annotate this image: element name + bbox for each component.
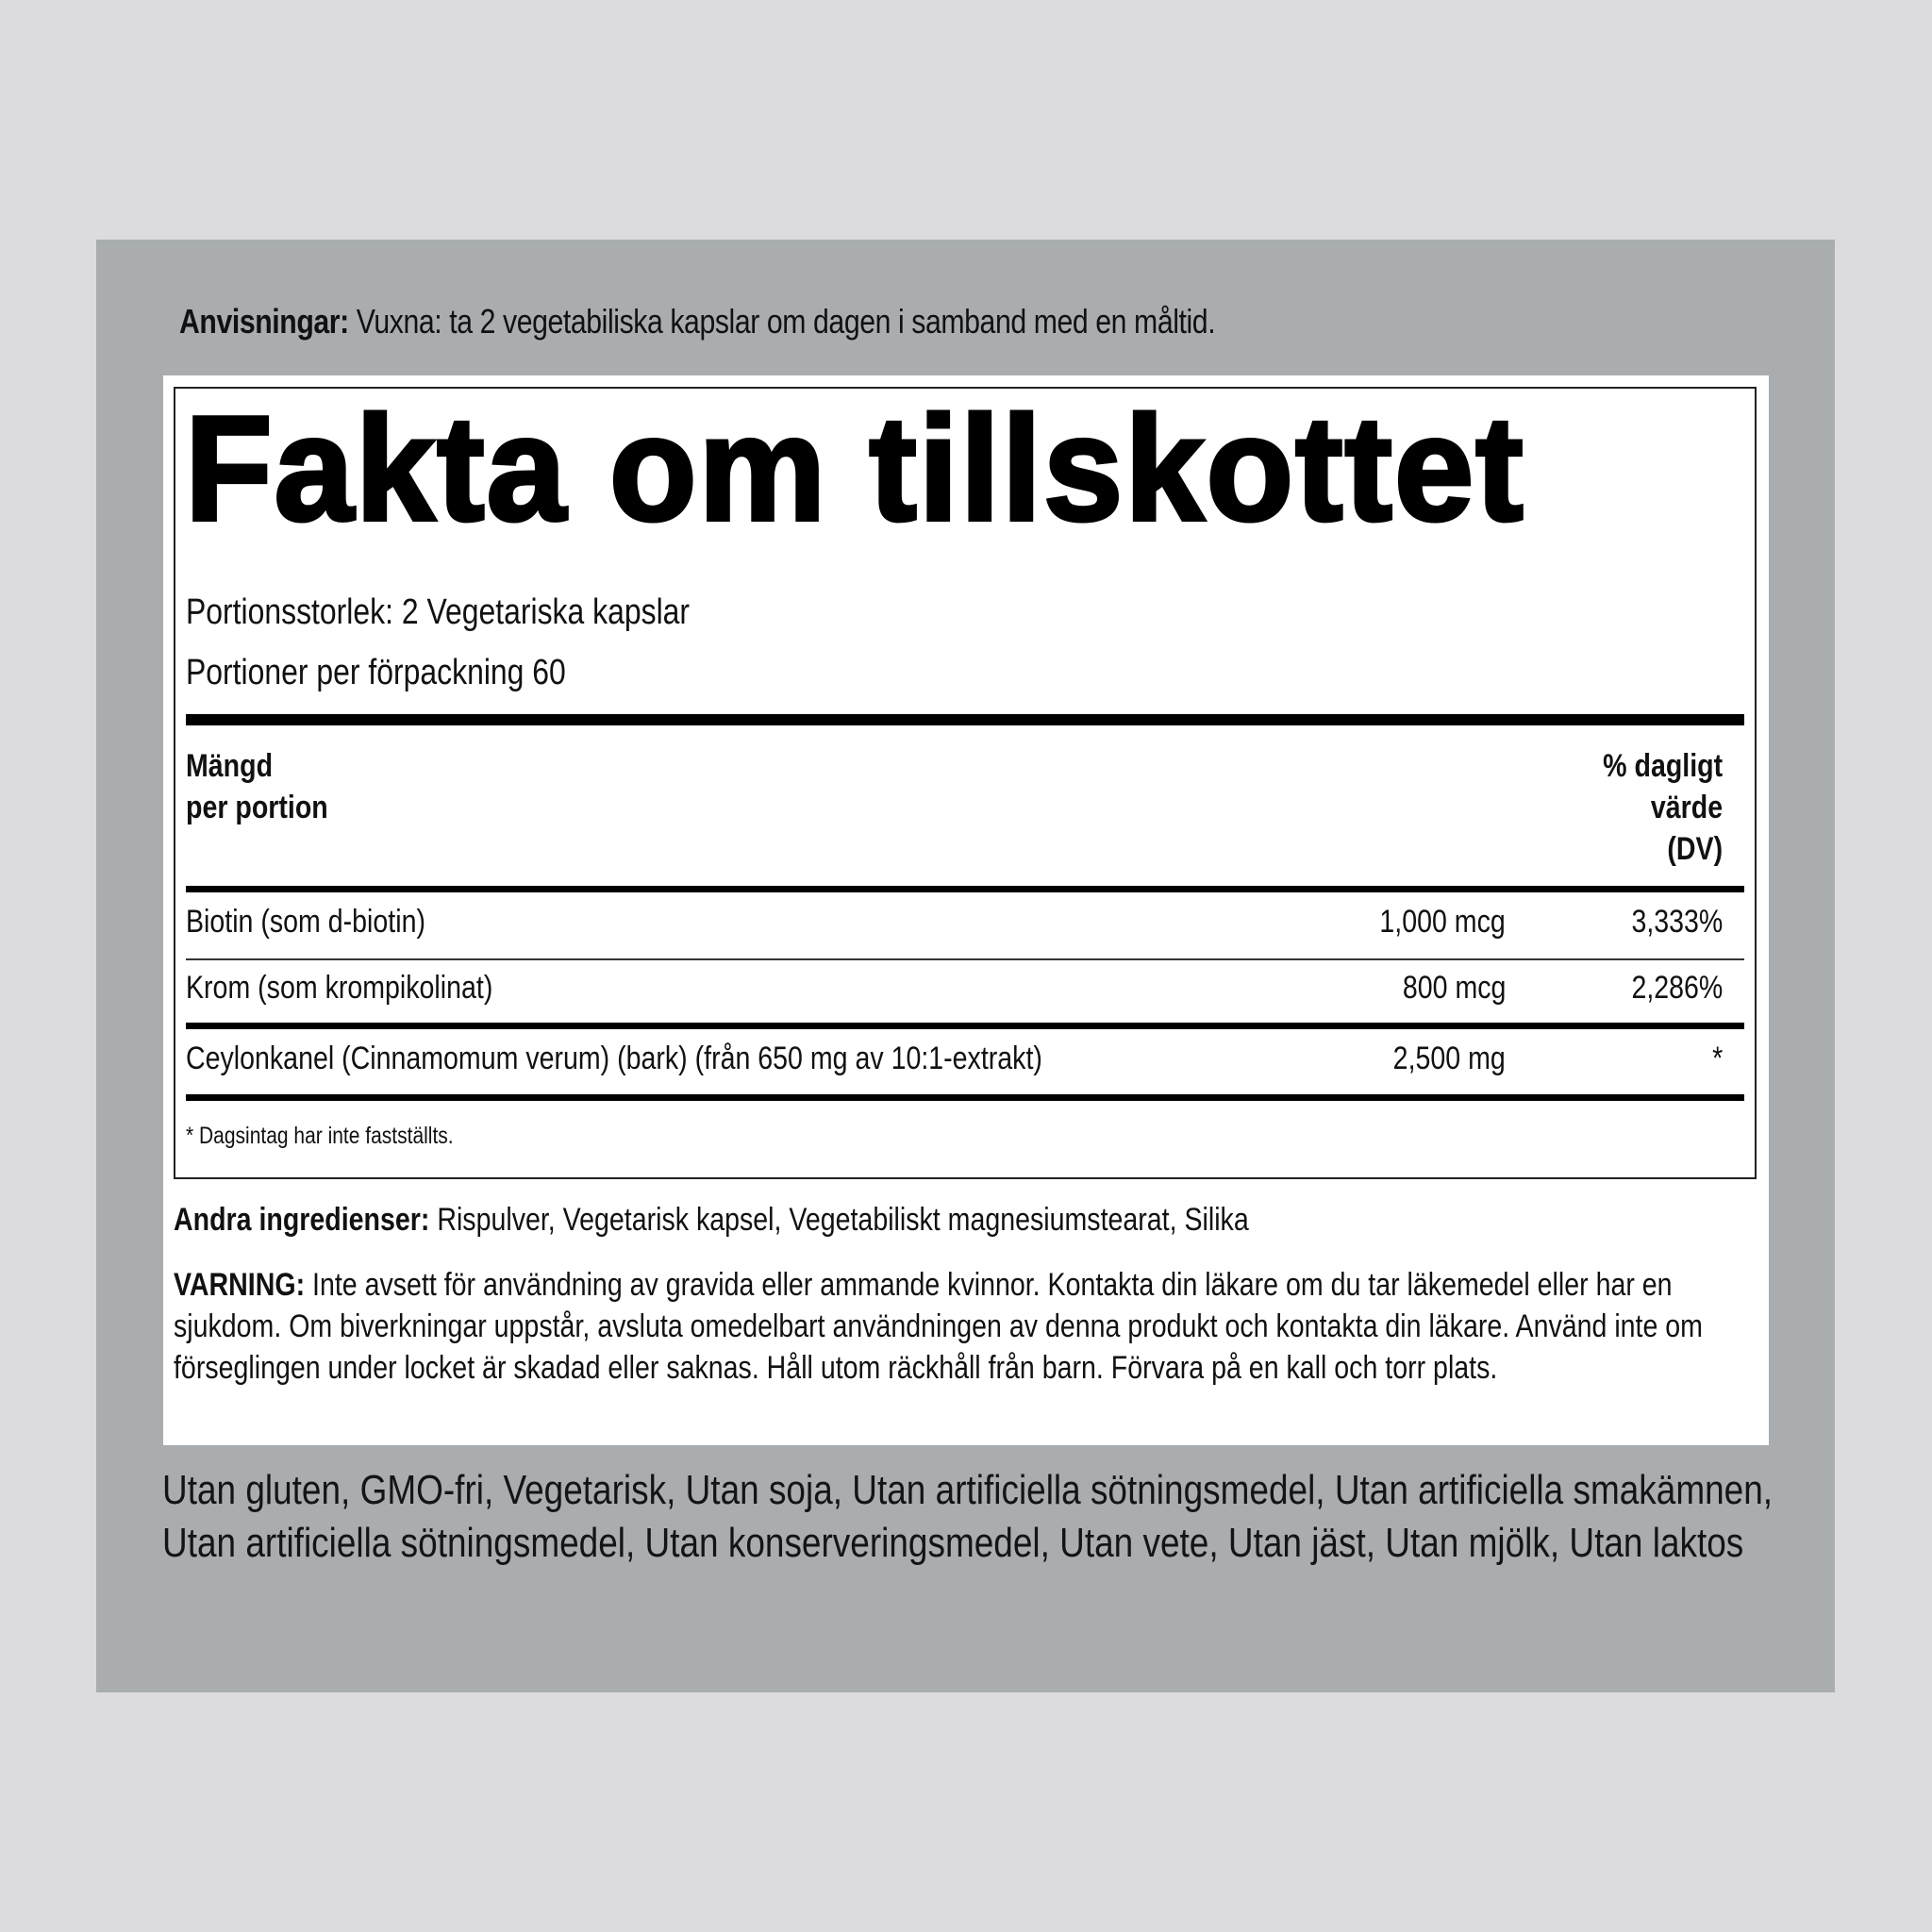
- nutrient-dv: *: [1711, 1041, 1723, 1076]
- row-divider-bold: [186, 1023, 1744, 1029]
- row-divider: [186, 958, 1744, 960]
- bottom-divider: [186, 1094, 1744, 1101]
- other-ingredients-label: Andra ingredienser:: [174, 1202, 430, 1238]
- free-from-claims: Utan gluten, GMO-fri, Vegetarisk, Utan soja, Utan artificiella sötningsmedel, Utan artificiella smakämnen, Utan artificiella sötningsmedel, Utan konserveringsmedel, Utan vete, Utan jäst, Utan mjölk, Utan laktos: [162, 1467, 1774, 1566]
- warning: [174, 1264, 1751, 1389]
- directions-label: Anvisningar:: [179, 302, 349, 341]
- nutrient-name: Ceylonkanel (Cinnamomum verum) (bark) (från 650 mg av 10:1-extrakt): [186, 1041, 1042, 1076]
- nutrient-amount: 2,500 mg: [1392, 1041, 1506, 1076]
- warning-label: VARNING:: [174, 1267, 306, 1303]
- serving-size: Portionsstorlek: 2 Vegetariska kapslar: [186, 592, 691, 632]
- dv-header-line1: % dagligt: [1603, 748, 1723, 784]
- facts-title: Fakta om tillskottet: [185, 386, 1525, 552]
- dv-header: [1603, 745, 1723, 870]
- amount-header-line1: Mängd: [186, 748, 274, 784]
- header-divider: [186, 886, 1744, 892]
- dv-header-line2: värde: [1650, 790, 1723, 825]
- nutrient-amount: 800 mcg: [1402, 970, 1506, 1006]
- servings-per-container: Portioner per förpackning 60: [186, 653, 566, 692]
- other-ingredients: [174, 1202, 1249, 1239]
- nutrient-amount: 1,000 mcg: [1379, 904, 1506, 940]
- other-ingredients-text: Rispulver, Vegetarisk kapsel, Vegetabiliskt magnesiumstearat, Silika: [437, 1202, 1249, 1238]
- dv-footnote: * Dagsintag har inte fastställts.: [186, 1123, 454, 1149]
- nutrient-dv: 2,286%: [1631, 970, 1723, 1006]
- directions-text: [179, 302, 1215, 341]
- warning-text: Inte avsett för användning av gravida eller ammande kvinnor. Kontakta din läkare om du tar läkemedel eller har en sjukdom. Om biverkningar uppstår, avsluta omedelbart användningen av denna produkt och kontakta din läkare. Använd inte om förseglingen under locket är skadad eller saknas. Håll utom räckhåll från barn. Förvara på en kall och torr plats.: [174, 1267, 1703, 1386]
- dv-header-line3: (DV): [1667, 831, 1723, 867]
- directions-body: Vuxna: ta 2 vegetabiliska kapslar om dagen i samband med en måltid.: [356, 302, 1216, 341]
- amount-header-line2: per portion: [186, 790, 328, 825]
- nutrient-dv: 3,333%: [1631, 904, 1723, 940]
- thick-divider: [186, 714, 1744, 725]
- amount-header: [186, 745, 328, 828]
- nutrient-name: Krom (som krompikolinat): [186, 970, 493, 1006]
- nutrient-name: Biotin (som d-biotin): [186, 904, 425, 940]
